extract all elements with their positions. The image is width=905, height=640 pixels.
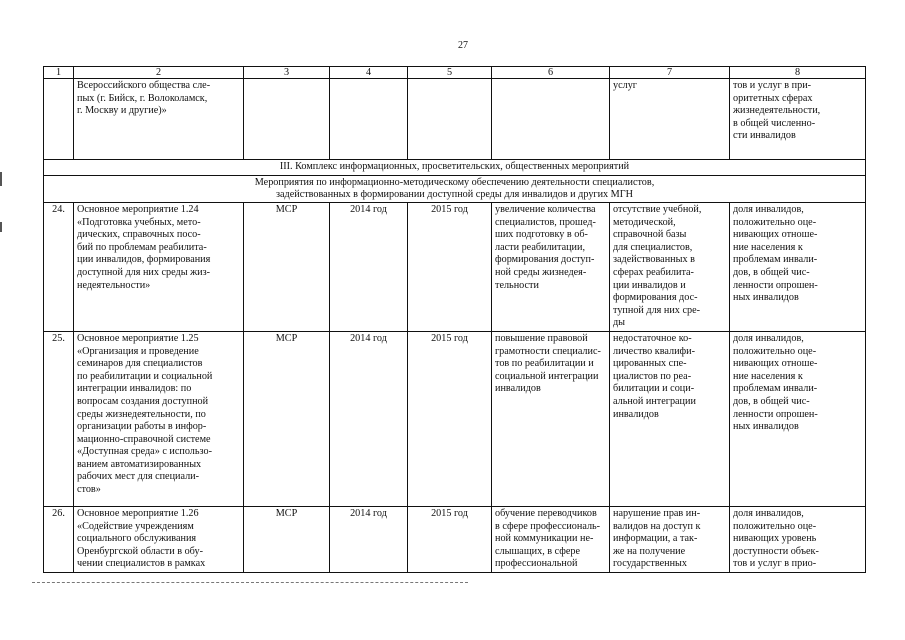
end-year: 2015 год xyxy=(408,203,492,332)
column-number: 5 xyxy=(408,67,492,79)
measure-name: Основное мероприятие 1.26 «Содействие учреждениям социального обслуживания Оренбургской области в обу- чении специалистов в рамках xyxy=(74,506,244,572)
expected-result: повышение правовой грамотности специалис- тов по реабилитации и социальной интеграции инвалидов xyxy=(492,331,610,506)
subsection-title: Мероприятия по информационно-методическому обеспечению деятельности специалистов, задействованных в формировании доступной среды для инвалидов и других МГН xyxy=(44,175,866,202)
section-row xyxy=(44,160,866,176)
cell-indicator: тов и услуг в при- оритетных сферах жизнедеятельности, в общей численно- сти инвалидов xyxy=(730,79,866,160)
subsection-row xyxy=(44,175,866,202)
end-year: 2015 год xyxy=(408,506,492,572)
end-year: 2015 год xyxy=(408,331,492,506)
column-number: 8 xyxy=(730,67,866,79)
table-row xyxy=(44,331,866,506)
related-indicator: доля инвалидов, положительно оце- нивающих отноше- ние населения к проблемам инвали- дов, в общей чис- ленности опрошен- ных инвалидов xyxy=(730,203,866,332)
table-row-continuation xyxy=(44,79,866,160)
column-number: 1 xyxy=(44,67,74,79)
executor: МСР xyxy=(244,331,330,506)
expected-result: обучение переводчиков в сфере профессиональ- ной коммуникации не- слышащих, в сфере профессиональной xyxy=(492,506,610,572)
measure-name: Основное мероприятие 1.24 «Подготовка учебных, мето- дических, справочных посо- бий по проблемам реабилита- ции инвалидов, формирования доступной для них среды жиз- недеятельности» xyxy=(74,203,244,332)
executor: МСР xyxy=(244,203,330,332)
start-year: 2014 год xyxy=(330,203,408,332)
column-number: 3 xyxy=(244,67,330,79)
column-number: 6 xyxy=(492,67,610,79)
cell-number xyxy=(44,79,74,160)
row-number: 24. xyxy=(44,203,74,332)
scan-edge-mark xyxy=(0,172,2,186)
cell-start xyxy=(330,79,408,160)
column-number: 4 xyxy=(330,67,408,79)
footer-divider xyxy=(32,582,468,583)
cell-measure-name: Всероссийского общества сле- пых (г. Бийск, г. Волоколамск, г. Москву и другие)» xyxy=(74,79,244,160)
column-number-header-row xyxy=(44,67,866,79)
non-implementation-consequence: отсутствие учебной, методической, справочной базы для специалистов, задействованных в сферах реабилита- ции инвалидов и формирования дос- тупной для них сре- ды xyxy=(610,203,730,332)
expected-result: увеличение количества специалистов, прошед- ших подготовку в об- ласти реабилитации, формирования доступ- ной среды жизнедея- тельности xyxy=(492,203,610,332)
page-number: 27 xyxy=(458,40,468,51)
cell-consequence: услуг xyxy=(610,79,730,160)
measures-table xyxy=(43,66,866,573)
scan-edge-mark xyxy=(0,222,2,232)
section-title: III. Комплекс информационных, просветительских, общественных мероприятий xyxy=(44,160,866,176)
cell-executor xyxy=(244,79,330,160)
table-row xyxy=(44,203,866,332)
start-year: 2014 год xyxy=(330,331,408,506)
start-year: 2014 год xyxy=(330,506,408,572)
measure-name: Основное мероприятие 1.25 «Организация и проведение семинаров для специалистов по реабилитации и социальной интеграции инвалидов: по вопросам создания доступной среды жизнедеятельности, по организации работы в инфор- мационно-справочной системе «Доступная среда» с использо- ванием автоматизированных рабочих мест для специали- стов» xyxy=(74,331,244,506)
related-indicator: доля инвалидов, положительно оце- нивающих уровень доступности объек- тов и услуг в прио- xyxy=(730,506,866,572)
cell-result xyxy=(492,79,610,160)
executor: МСР xyxy=(244,506,330,572)
cell-end xyxy=(408,79,492,160)
row-number: 26. xyxy=(44,506,74,572)
non-implementation-consequence: недостаточное ко- личество квалифи- цированных спе- циалистов по реа- билитации и соци- альной интеграции инвалидов xyxy=(610,331,730,506)
row-number: 25. xyxy=(44,331,74,506)
related-indicator: доля инвалидов, положительно оце- нивающих отноше- ние населения к проблемам инвали- дов, в общей чис- ленности опрошен- ных инвалидов xyxy=(730,331,866,506)
non-implementation-consequence: нарушение прав ин- валидов на доступ к информации, а так- же на получение государственных xyxy=(610,506,730,572)
table-row xyxy=(44,506,866,572)
column-number: 7 xyxy=(610,67,730,79)
column-number: 2 xyxy=(74,67,244,79)
